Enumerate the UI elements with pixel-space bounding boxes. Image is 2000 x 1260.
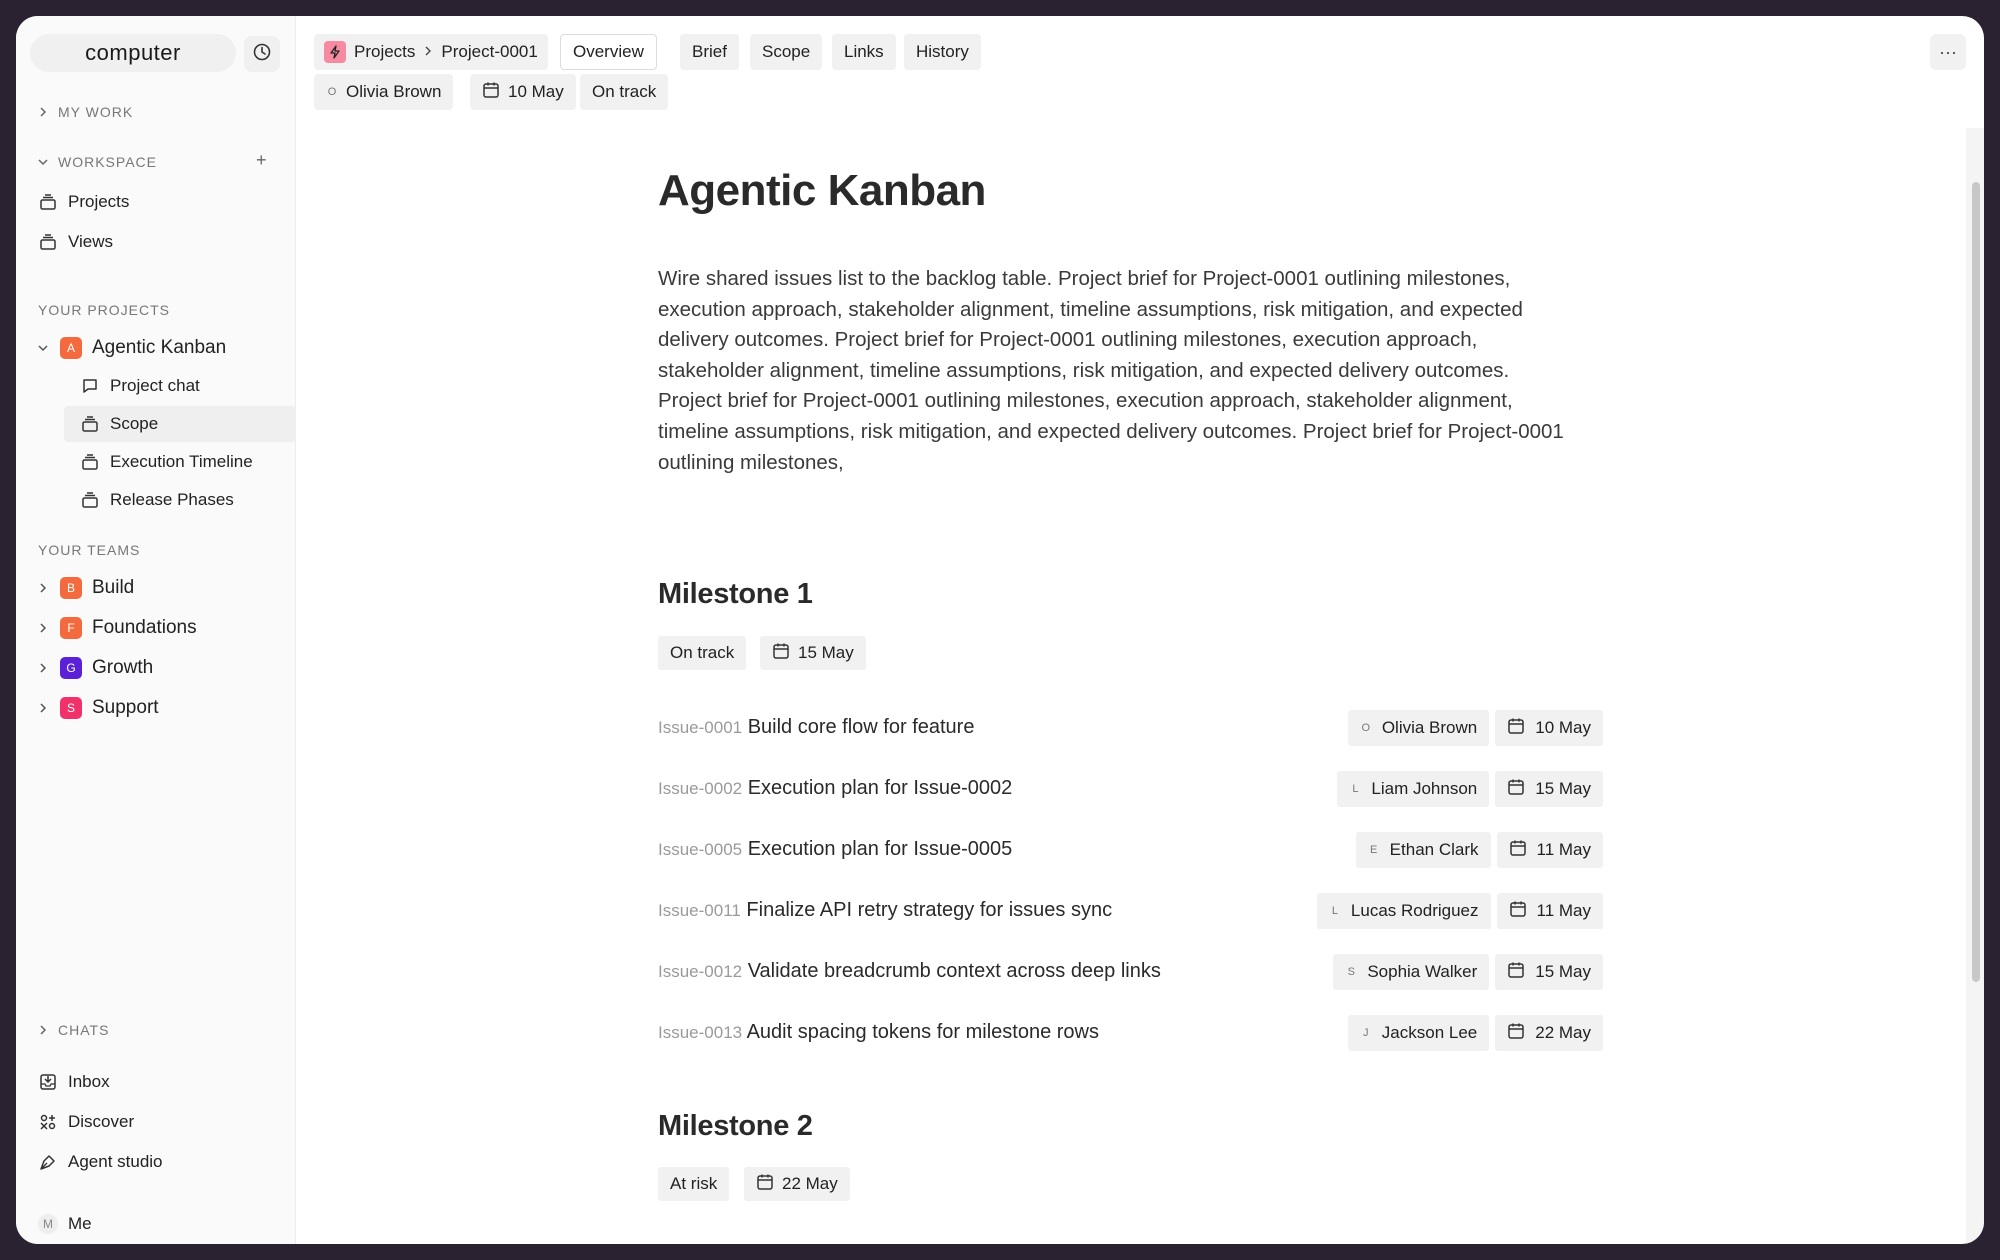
issue-row[interactable] xyxy=(658,954,1603,990)
assignee-chip[interactable] xyxy=(1356,832,1491,868)
sidebar-team-growth[interactable] xyxy=(36,650,153,686)
calendar-icon xyxy=(1509,900,1527,923)
sidebar-item-label: Agent studio xyxy=(68,1152,163,1171)
due-date-chip[interactable] xyxy=(1495,771,1603,807)
owner-chip[interactable] xyxy=(314,74,453,110)
breadcrumb-current: Project-0001 xyxy=(441,42,538,61)
assignee-name: Jackson Lee xyxy=(1381,1023,1478,1042)
your-projects-label: YOUR PROJECTS xyxy=(38,302,171,318)
avatar: M xyxy=(38,1214,58,1234)
issue-row[interactable] xyxy=(658,832,1603,868)
project-badge: A xyxy=(60,337,82,359)
my-work-label: MY WORK xyxy=(58,104,134,120)
due-date-chip[interactable] xyxy=(1497,832,1604,868)
sidebar-item-agent-studio[interactable] xyxy=(38,1144,163,1180)
team-badge: S xyxy=(60,697,82,719)
chevron-right-icon xyxy=(36,663,50,673)
assignee-initial: J xyxy=(1363,1027,1369,1039)
chevron-right-icon xyxy=(36,105,50,119)
status-chip[interactable]: On track xyxy=(580,74,668,110)
sidebar-item-label: Scope xyxy=(110,414,159,433)
tab-overview[interactable]: Overview xyxy=(560,34,657,70)
due-date-chip[interactable] xyxy=(1495,710,1603,746)
sidebar-project-agentic-kanban[interactable] xyxy=(36,330,226,366)
sidebar xyxy=(16,16,296,1244)
due-date-chip[interactable] xyxy=(1497,893,1604,929)
chevron-right-icon xyxy=(36,1023,50,1037)
issue-row[interactable] xyxy=(658,1015,1603,1051)
chevron-down-icon xyxy=(36,343,50,353)
more-horizontal-icon: ··· xyxy=(1939,41,1957,62)
tab-brief[interactable]: Brief xyxy=(680,34,739,70)
due-date-chip[interactable] xyxy=(1495,954,1603,990)
issue-id: Issue-0002 xyxy=(658,779,743,798)
issue-row[interactable] xyxy=(658,771,1603,807)
clock-icon xyxy=(252,42,272,67)
chevron-right-icon xyxy=(36,583,50,593)
sidebar-item-label: Release Phases xyxy=(110,490,234,509)
sidebar-item-discover[interactable] xyxy=(38,1104,134,1140)
chat-bubble-icon xyxy=(80,376,100,396)
calendar-icon xyxy=(772,642,790,665)
chevron-right-icon xyxy=(423,42,433,62)
discover-icon xyxy=(38,1112,58,1132)
sidebar-team-build[interactable] xyxy=(36,570,134,606)
assignee-name: Liam Johnson xyxy=(1371,779,1478,798)
issue-row[interactable] xyxy=(658,710,1603,746)
scrollbar-thumb[interactable] xyxy=(1972,182,1980,982)
issue-title: Execution plan for Issue-0002 xyxy=(747,777,1013,799)
assignee-name: Sophia Walker xyxy=(1367,962,1478,981)
my-work-section-toggle[interactable] xyxy=(36,100,133,124)
assignee-initial: E xyxy=(1370,844,1378,856)
sidebar-item-label: Views xyxy=(68,232,114,251)
workspace-section-toggle[interactable] xyxy=(36,150,157,174)
sidebar-item-views[interactable] xyxy=(38,224,113,260)
scrollbar[interactable] xyxy=(1966,128,1984,1244)
calendar-icon xyxy=(1507,717,1525,740)
issue-id: Issue-0005 xyxy=(658,840,743,859)
calendar-icon xyxy=(1509,839,1527,862)
your-projects-heading xyxy=(38,298,170,322)
project-name: Agentic Kanban xyxy=(92,337,227,358)
add-workspace-item-button[interactable]: + xyxy=(256,150,267,170)
stack-icon xyxy=(80,414,100,434)
team-badge: F xyxy=(60,617,82,639)
sidebar-item-label: Inbox xyxy=(68,1072,110,1091)
milestone-title: Milestone 1 xyxy=(658,578,813,610)
project-description: Wire shared issues list to the backlog table. Project brief for Project-0001 outlining milestones, execution approach, stakeholder alignment, timeline assumptions, risk mitigation, and expected delivery outcomes. Project brief for Project-0001 outlining milestones, execution approach, stakeholder alignment, timeline assumptions, risk mitigation, and expected delivery outcomes. Project brief for Project-0001 outlining milestones, execution approach, stakeholder alignment, timeline assumptions, risk mitigation, and expected delivery outcomes. Project brief for Project-0001 outlining milestones, xyxy=(658,267,1564,474)
team-name: Foundations xyxy=(92,617,197,638)
calendar-icon xyxy=(756,1173,774,1196)
stack-icon xyxy=(38,192,58,212)
issue-id: Issue-0012 xyxy=(658,962,743,981)
calendar-icon xyxy=(482,81,500,104)
milestone-date-chip[interactable] xyxy=(744,1167,850,1201)
milestone-date-chip[interactable] xyxy=(760,636,866,670)
milestone-status-chip[interactable]: At risk xyxy=(658,1167,729,1201)
due-date: 22 May xyxy=(1535,1023,1591,1042)
app-logo[interactable]: computer xyxy=(30,34,236,72)
assignee-name: Ethan Clark xyxy=(1389,840,1479,859)
your-teams-label: YOUR TEAMS xyxy=(38,542,141,558)
issue-id: Issue-0001 xyxy=(658,718,743,737)
due-date: 11 May xyxy=(1536,840,1591,859)
due-date: 15 May xyxy=(1535,779,1591,798)
team-badge: B xyxy=(60,577,82,599)
assignee-initial: S xyxy=(1347,966,1355,978)
sidebar-item-execution-timeline[interactable] xyxy=(64,444,253,480)
stack-icon xyxy=(80,452,100,472)
sidebar-team-foundations[interactable] xyxy=(36,610,197,646)
app-window xyxy=(16,16,1984,1244)
sidebar-item-project-chat[interactable] xyxy=(64,368,270,404)
chats-section-toggle[interactable] xyxy=(36,1018,109,1042)
date-value: 15 May xyxy=(798,643,854,662)
sidebar-item-me[interactable] xyxy=(38,1206,92,1242)
issue-title: Build core flow for feature xyxy=(747,716,975,738)
sidebar-item-label: Me xyxy=(68,1214,92,1233)
sidebar-item-projects[interactable] xyxy=(38,184,129,220)
milestone-title: Milestone 2 xyxy=(658,1110,813,1142)
breadcrumb xyxy=(314,34,548,70)
team-badge: G xyxy=(60,657,82,679)
issue-title: Finalize API retry strategy for issues sync xyxy=(746,899,1113,921)
owner-initial: O xyxy=(327,86,337,98)
inbox-icon xyxy=(38,1072,58,1092)
lightning-icon xyxy=(324,41,346,63)
team-name: Growth xyxy=(92,657,154,678)
sidebar-team-support[interactable] xyxy=(36,690,159,726)
sidebar-item-release-phases[interactable] xyxy=(64,482,234,518)
history-button[interactable] xyxy=(244,36,280,72)
calendar-icon xyxy=(1507,1022,1525,1045)
assignee-initial: L xyxy=(1331,905,1338,917)
chevron-right-icon xyxy=(36,623,50,633)
milestone-status-chip[interactable]: On track xyxy=(658,636,746,670)
sidebar-item-label: Projects xyxy=(68,192,130,211)
issue-row[interactable] xyxy=(658,893,1603,929)
due-date: 11 May xyxy=(1536,901,1591,920)
due-date: 15 May xyxy=(1535,962,1591,981)
stack-icon xyxy=(80,490,100,510)
tab-history[interactable]: History xyxy=(904,34,981,70)
sidebar-item-scope[interactable] xyxy=(64,406,296,442)
calendar-icon xyxy=(1507,961,1525,984)
assignee-chip[interactable] xyxy=(1348,1015,1489,1051)
your-teams-heading xyxy=(38,538,140,562)
date-value: 22 May xyxy=(782,1174,838,1193)
date-value: 10 May xyxy=(508,82,564,101)
assignee-chip[interactable] xyxy=(1317,893,1491,929)
calendar-icon xyxy=(1507,778,1525,801)
issue-id: Issue-0011 xyxy=(658,901,741,920)
stack-icon xyxy=(38,232,58,252)
workspace-label: WORKSPACE xyxy=(58,154,157,170)
issue-id: Issue-0013 xyxy=(658,1023,743,1042)
owner-name: Olivia Brown xyxy=(346,82,442,101)
sidebar-item-label: Execution Timeline xyxy=(110,452,253,471)
due-date: 10 May xyxy=(1535,718,1591,737)
sidebar-item-label: Discover xyxy=(68,1112,135,1131)
assignee-chip[interactable] xyxy=(1348,710,1489,746)
tab-scope[interactable]: Scope xyxy=(750,34,822,70)
tab-links[interactable]: Links xyxy=(832,34,896,70)
more-options-button[interactable] xyxy=(1930,34,1966,70)
issue-title: Audit spacing tokens for milestone rows xyxy=(746,1021,1099,1043)
page-title: Agentic Kanban xyxy=(658,166,986,215)
assignee-name: Olivia Brown xyxy=(1381,718,1478,737)
assignee-chip[interactable] xyxy=(1337,771,1489,807)
assignee-initial: L xyxy=(1352,783,1359,795)
team-name: Support xyxy=(92,697,159,718)
sidebar-item-label: Project chat xyxy=(110,376,200,395)
pen-nib-icon xyxy=(38,1152,58,1172)
assignee-initial: O xyxy=(1361,722,1371,734)
assignee-chip[interactable] xyxy=(1333,954,1489,990)
issue-title: Validate breadcrumb context across deep links xyxy=(747,960,1161,982)
chats-label: CHATS xyxy=(58,1022,110,1038)
sidebar-item-inbox[interactable] xyxy=(38,1064,110,1100)
due-date-chip[interactable] xyxy=(1495,1015,1603,1051)
breadcrumb-projects-link[interactable]: Projects xyxy=(354,42,416,61)
chevron-right-icon xyxy=(36,703,50,713)
team-name: Build xyxy=(92,577,135,598)
date-chip[interactable] xyxy=(470,74,576,110)
chevron-down-icon xyxy=(36,155,50,169)
issue-title: Execution plan for Issue-0005 xyxy=(747,838,1013,860)
assignee-name: Lucas Rodriguez xyxy=(1350,901,1479,920)
